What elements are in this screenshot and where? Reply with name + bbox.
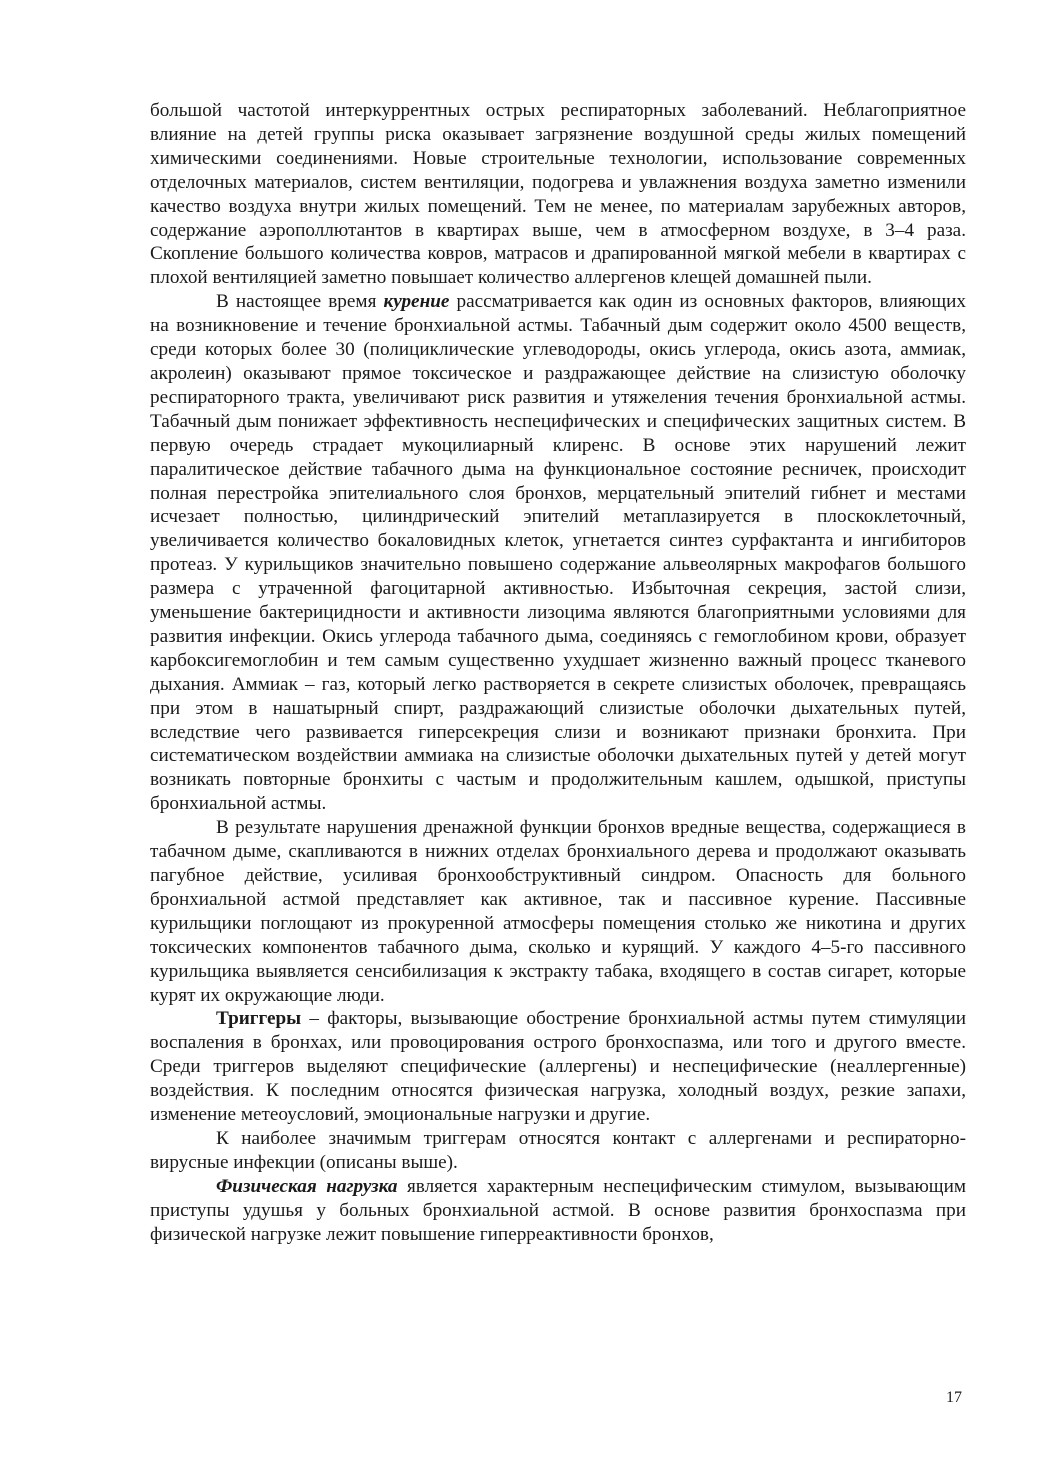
term-smoking: курение: [383, 291, 450, 313]
document-body: [150, 99, 966, 1247]
paragraph-physical-load-body: является характерным неспецифическим стимулом, вызывающим приступы удушья у больных бронхиальной астмой. В основе развития бронхоспазма при физической нагрузке лежит повышение гиперреактивности бронхов,: [150, 1175, 966, 1245]
paragraph-triggers: [150, 1007, 966, 1127]
paragraph-triggers-body: – факторы, вызывающие обострение бронхиальной астмы путем стимуляции воспаления в бронхах, или провоцирования острого бронхоспазма, или того и другого вместе. Среди триггеров выделяют специфические (аллергены) и неспецифические (неаллергенные) воздействия. К последним относятся физическая нагрузка, холодный воздух, резкие запахи, изменение метеоусловий, эмоциональные нагрузки и другие.: [150, 1008, 966, 1126]
paragraph-physical-load: [150, 1175, 966, 1247]
paragraph-smoking: [150, 290, 966, 816]
paragraph-smoking-body: рассматривается как один из основных факторов, влияющих на возникновение и течение бронхиальной астмы. Табачный дым содержит около 4500 веществ, среди которых более 30 (полициклические углеводороды, окись углерода, окись азота, аммиак, акролеин) оказывают прямое токсическое и раздражающее действие на слизистую оболочку респираторного тракта, увеличивают риск развития и утяжеления течения бронхиальной астмы. Табачный дым понижает эффективность неспецифических и специфических защитных систем. В первую очередь страдает мукоцилиарный клиренс. В основе этих нарушений лежит паралитическое действие табачного дыма на функциональное состояние ресничек, происходит полная перестройка эпителиального слоя бронхов, мерцательный эпителий гибнет и местами исчезает полностью, цилиндрический эпителий метаплазируется в плоскоклеточный, увеличивается количество бокаловидных клеток, угнетается синтез сурфактанта и ингибиторов протеаз. У курильщиков значительно повышено содержание альвеолярных макрофагов большого размера с утраченной фагоцитарной активностью. Избыточная секреция, застой слизи, уменьшение бактерицидности и активности лизоцима являются благоприятными условиями для развития инфекции. Окись углерода табачного дыма, соединяясь с гемоглобином крови, образует карбоксигемоглобин и тем самым существенно ухудшает жизненно важный процесс тканевого дыхания. Аммиак – газ, который легко растворяется в секрете слизистых оболочек, превращаясь при этом в нашатырный спирт, раздражающий слизистые оболочки дыхательных путей, вследствие чего развивается гиперсекреция слизи и возникают признаки бронхита. При систематическом воздействии аммиака на слизистые оболочки дыхательных путей у детей могут возникать повторные бронхиты с частым и продолжительным кашлем, одышкой, приступы бронхиальной астмы.: [150, 291, 966, 815]
term-physical-load: Физическая нагрузка: [216, 1175, 398, 1197]
paragraph-significant-triggers: К наиболее значимым триггерам относятся контакт с аллергенами и респираторно-вирусные инфекции (описаны выше).: [150, 1127, 966, 1173]
paragraph-indoor-air: большой частотой интеркуррентных острых респираторных заболеваний. Неблагоприятное влияние на детей группы риска оказывает загрязнение воздушной среды жилых помещений химическими соединениями. Новые строительные технологии, использование современных отделочных материалов, систем вентиляции, подогрева и увлажнения воздуха заметно изменили качество воздуха внутри жилых помещений. Тем не менее, по материалам зарубежных авторов, содержание аэрополлютантов в квартирах выше, чем в атмосферном воздухе, в 3–4 раза. Скопление большого количества ковров, матрасов и драпированной мягкой мебели в квартирах с плохой вентиляцией заметно повышает количество аллергенов клещей домашней пыли.: [150, 100, 966, 289]
paragraph-smoking-intro: В настоящее время: [216, 291, 384, 313]
paragraph-passive-smoking: В результате нарушения дренажной функции бронхов вредные вещества, содержащиеся в табачном дыме, скапливаются в нижних отделах бронхиального дерева и продолжают оказывать пагубное действие, усиливая бронхообструктивный синдром. Опасность для больного бронхиальной астмой представляет как активное, так и пассивное курение. Пассивные курильщики поглощают из прокуренной атмосферы помещения столько же никотина и других токсических компонентов табачного дыма, сколько и курящий. У каждого 4–5-го пассивного курильщика выявляется сенсибилизация к экстракту табака, входящего в состав сигарет, которые курят их окружающие люди.: [150, 817, 966, 1006]
page-number: 17: [946, 1389, 962, 1406]
term-triggers: Триггеры: [216, 1008, 302, 1030]
